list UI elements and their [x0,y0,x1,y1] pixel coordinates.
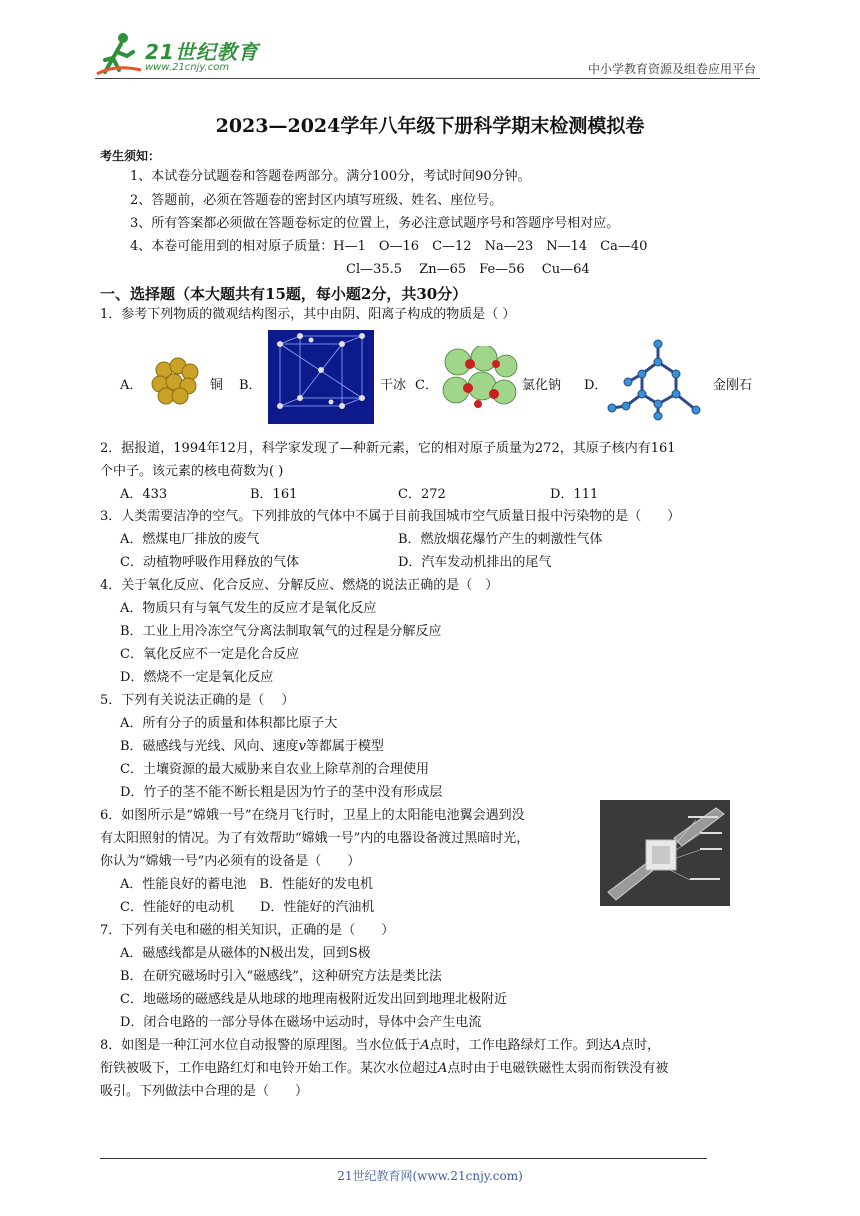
question-8-stem-cont [100,1062,668,1075]
logo-url: www.21cnjy.com [145,62,230,73]
question-5-stem: 5．下列有关说法正确的是（ ） [100,693,295,708]
q2-option-a: A．433 [120,487,168,502]
page-title: 2023—2024学年八年级下册科学期末检测模拟卷 [215,115,645,137]
sodium-chloride-structure-image [442,346,518,412]
q1-option-a-label: A． [120,378,143,393]
q5-option-b-text-end: 等都属于模型 [305,739,384,754]
q8-text: 点时，工作电路绿灯工作。到达 [429,1038,612,1053]
q1-option-d-name: 金刚石 [713,378,753,393]
notice-item: 3、所有答案都必须做在答题卷标定的位置上，务必注意试题序号和答题序号相对应。 [130,216,620,231]
q3-option-d: D．汽车发动机排出的尾气 [398,555,552,570]
q8-text: 点时由于电磁铁磁性太弱而衔铁没有被 [447,1061,669,1076]
question-6-stem-cont: 有太阳照射的情况。为了有效帮助“嫦娥一号”内的电器设备渡过黑暗时光， [100,831,530,846]
q7-option-a: A．磁感线都是从磁体的N极出发，回到S极 [120,946,371,961]
question-6-stem: 6．如图所示是“嫦娥一号”在绕月飞行时，卫星上的太阳能电池翼会遇到没 [100,808,525,823]
q3-option-a: A．燃煤电厂排放的废气 [120,532,260,547]
q3-option-b: B．燃放烟花爆竹产生的刺激性气体 [398,532,603,547]
question-2-stem: 2．据报道，1994年12月，科学家发现了—种新元素，它的相对原子质量为272，其原子核内有161 [100,441,676,456]
q1-option-b-label: B． [239,378,262,393]
dry-ice-structure-image [268,330,374,424]
question-7-stem: 7．下列有关电和磁的相关知识，正确的是（ ） [100,923,395,938]
q4-option-d: D．燃烧不一定是氧化反应 [120,670,274,685]
q6-options-cd: C．性能好的电动机 D．性能好的汽油机 [120,900,375,915]
point-a-symbol: A [611,1038,622,1053]
q5-option-a: A．所有分子的质量和体积都比原子大 [120,716,338,731]
q8-text: 衔铁被吸下，工作电路红灯和电铃开始工作。某次水位超过 [100,1061,439,1076]
q2-option-b: B．161 [250,487,298,502]
q1-option-a-name: 铜 [210,378,224,393]
q8-text: 点时， [621,1038,661,1053]
q5-option-d: D．竹子的茎不能不断长粗是因为竹子的茎中没有形成层 [120,785,443,800]
q5-option-b-text: B．磁感线与光线、风向、速度 [120,739,299,754]
logo-text: 21世纪教育 [145,40,259,64]
q5-option-c: C．土壤资源的最大威胁来自农业上除草剂的合理使用 [120,762,429,777]
runner-icon [95,30,143,78]
satellite-image [600,800,730,906]
q1-option-c-label: C． [415,378,438,393]
point-a-symbol: A [438,1061,448,1076]
q5-option-b [120,740,384,753]
notice-item: 2、答题前，必须在答题卷的密封区内填写班级、姓名、座位号。 [130,193,503,208]
question-3-stem: 3．人类需要洁净的空气。下列排放的气体中不属于目前我国城市空气质量日报中污染物的是（ ） [100,509,681,524]
point-a-symbol: A [420,1038,430,1053]
q1-option-c-name: 氯化钠 [522,378,562,393]
section-heading: 一、选择题（本大题共有15题，每小题2分，共30分） [100,285,468,303]
q4-option-b: B．工业上用冷冻空气分离法制取氧气的过程是分解反应 [120,624,442,639]
question-6-stem-cont2: 你认为“嫦娥一号”内必须有的设备是（ ） [100,854,361,869]
velocity-symbol: v [298,739,306,754]
notice-item: 1、本试卷分试题卷和答题卷两部分。满分100分，考试时间90分钟。 [130,169,531,184]
question-2-stem-cont: 个中子。该元素的核电荷数为( ) [100,464,284,479]
q7-option-d: D．闭合电路的一部分导体在磁场中运动时，导体中会产生电流 [120,1015,482,1030]
q4-option-c: C．氧化反应不一定是化合反应 [120,647,299,662]
notice-item: Cl—35.5 Zn—65 Fe—56 Cu—64 [346,262,590,277]
q8-text: 8．如图是一种江河水位自动报警的原理图。当水位低于 [100,1038,421,1053]
q7-option-c: C．地磁场的磁感线是从地球的地理南极附近发出回到地理北极附近 [120,992,507,1007]
notice-heading: 考生须知： [100,149,161,163]
question-1-stem: 1．参考下列物质的微观结构图示，其中由阴、阳离子构成的物质是（ ） [100,307,516,322]
copper-structure-image [148,356,204,406]
q1-option-b-name: 干冰 [380,378,407,393]
q3-option-c: C．动植物呼吸作用释放的气体 [120,555,299,570]
header-divider [95,78,760,79]
q4-option-a: A．物质只有与氧气发生的反应才是氧化反应 [120,601,377,616]
q1-option-d-label: D． [584,378,608,393]
footer-divider [100,1158,707,1159]
q7-option-b: B．在研究磁场时引入“磁感线”，这种研究方法是类比法 [120,969,442,984]
notice-item: 4、本卷可能用到的相对原子质量：H—1 O—16 C—12 Na—23 N—14 Ca—40 [130,239,648,254]
question-8-stem-cont2: 吸引。下列做法中合理的是（ ） [100,1084,309,1099]
q6-options-ab: A．性能良好的蓄电池 B．性能好的发电机 [120,877,373,892]
question-8-stem [100,1039,660,1052]
diamond-structure-image [606,336,710,422]
question-4-stem: 4．关于氧化反应、化合反应、分解反应、燃烧的说法正确的是（ ） [100,578,499,593]
footer-text: 21世纪教育网(www.21cnjy.com) [337,1169,523,1183]
q2-option-c: C．272 [398,487,446,502]
platform-name: 中小学教育资源及组卷应用平台 [587,62,756,76]
q2-option-d: D．111 [550,487,599,502]
site-logo [95,30,265,82]
